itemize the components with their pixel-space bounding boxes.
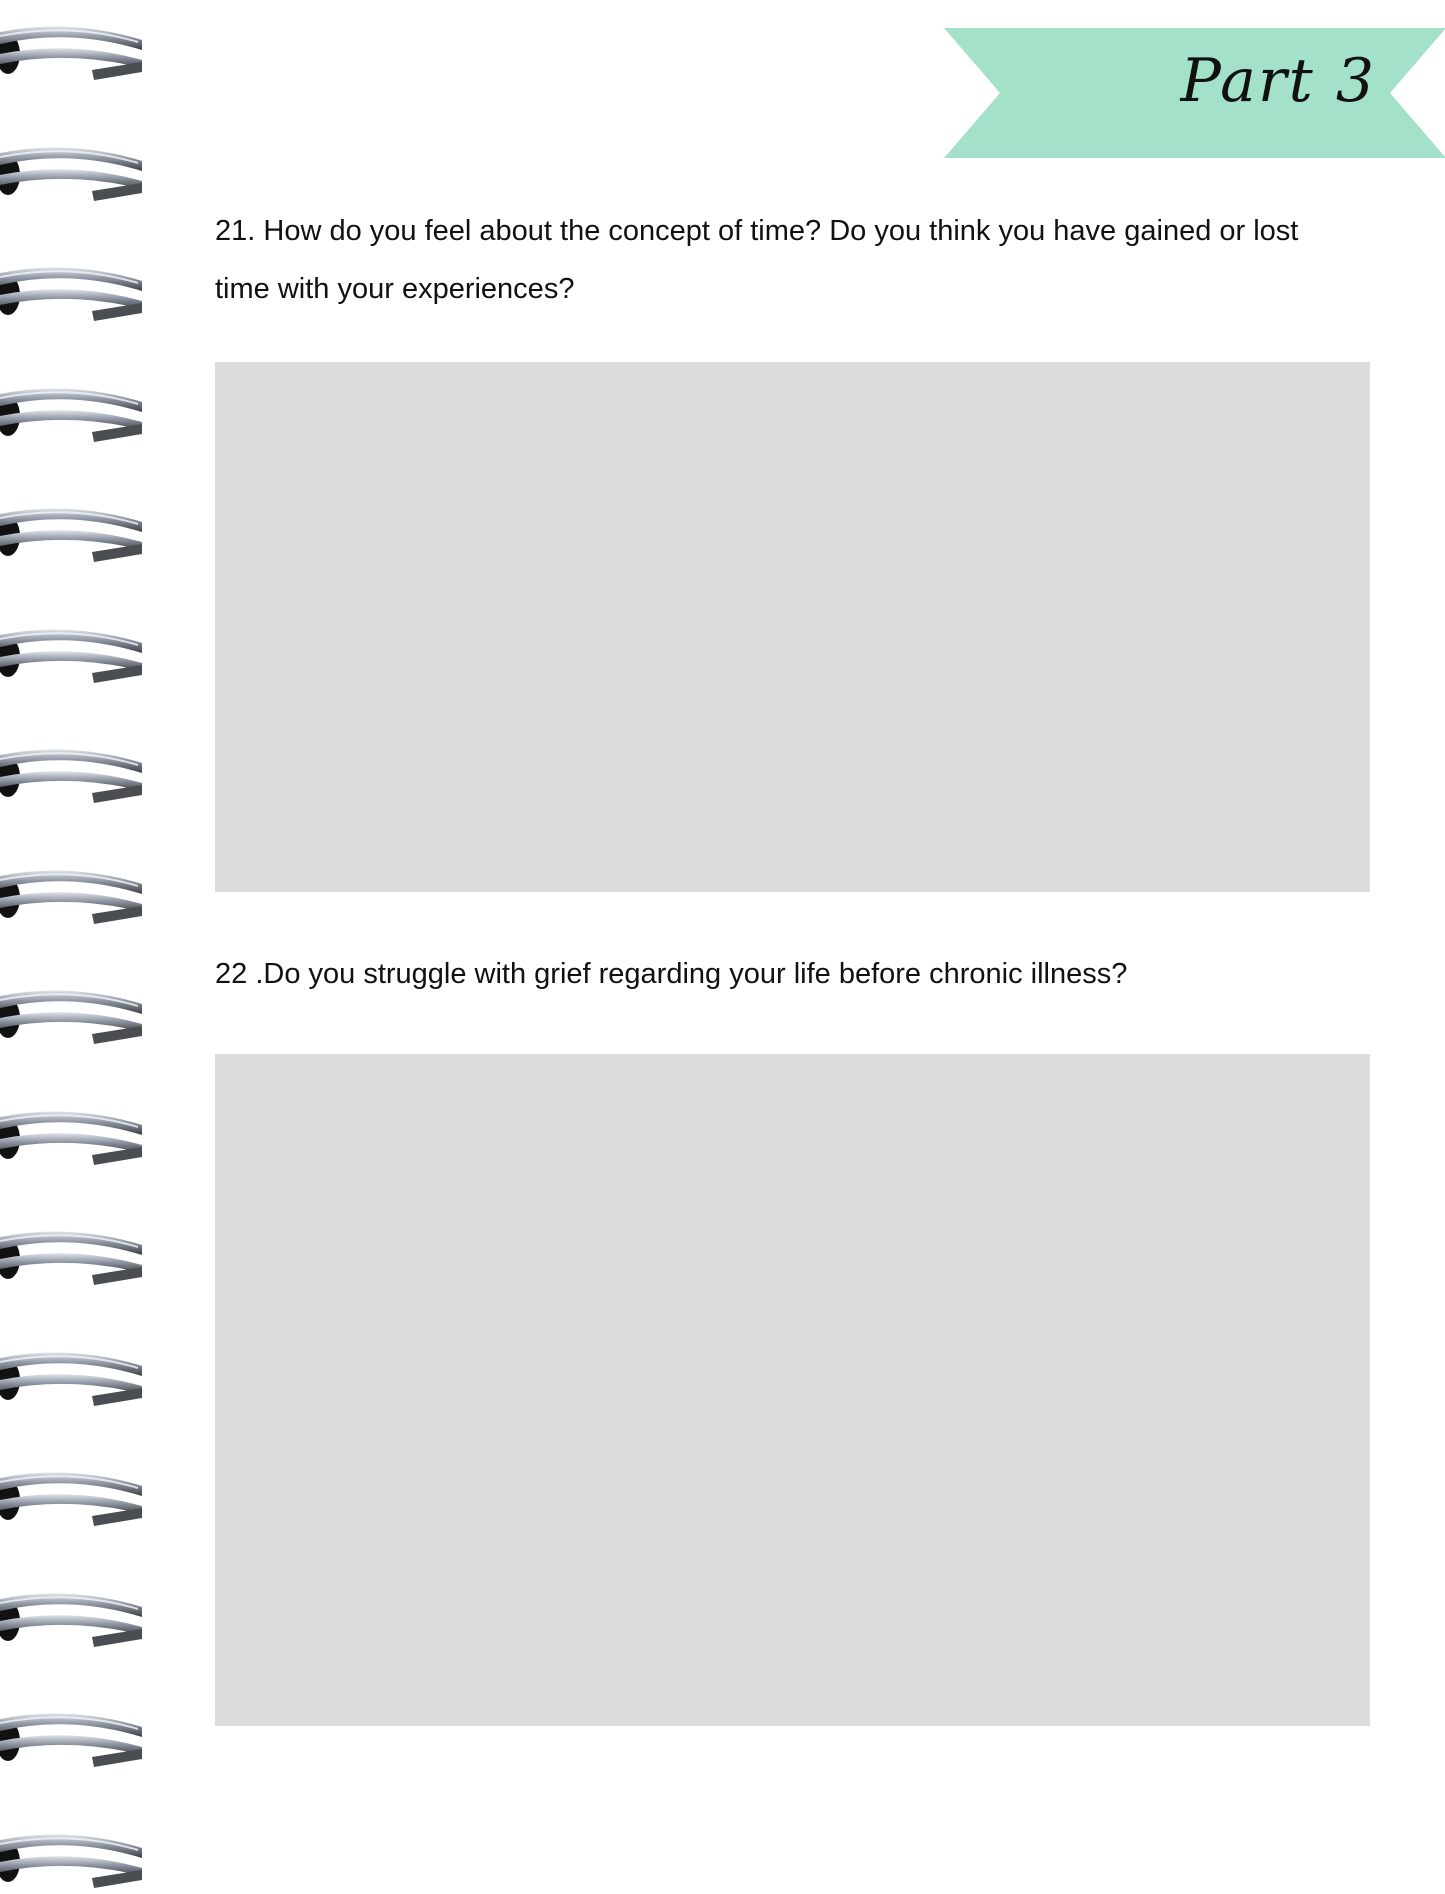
- spiral-ring-icon: [0, 737, 150, 809]
- spiral-ring-icon: [0, 1581, 150, 1653]
- spiral-ring-icon: [0, 496, 150, 568]
- spiral-ring-icon: [0, 1099, 150, 1171]
- question-22: 22 .Do you struggle with grief regarding your life before chronic illness?: [215, 958, 1128, 990]
- spiral-ring-icon: [0, 617, 150, 689]
- spiral-binding: [0, 0, 160, 1871]
- spiral-ring-icon: [0, 376, 150, 448]
- spiral-ring-icon: [0, 978, 150, 1050]
- part-banner: [944, 28, 1445, 158]
- spiral-ring-icon: [0, 14, 150, 86]
- spiral-ring-icon: [0, 1701, 150, 1773]
- spiral-ring-icon: [0, 858, 150, 930]
- spiral-ring-icon: [0, 1340, 150, 1412]
- answer-box-21[interactable]: [215, 362, 1370, 892]
- answer-box-22[interactable]: [215, 1054, 1370, 1726]
- question-21: 21. How do you feel about the concept of time? Do you think you have gained or lost time with your experiences?: [215, 215, 1299, 305]
- spiral-ring-icon: [0, 1219, 150, 1291]
- spiral-ring-icon: [0, 1460, 150, 1532]
- spiral-ring-icon: [0, 135, 150, 207]
- spiral-ring-icon: [0, 255, 150, 327]
- banner-title: Part 3: [1180, 46, 1376, 116]
- spiral-ring-icon: [0, 1822, 150, 1894]
